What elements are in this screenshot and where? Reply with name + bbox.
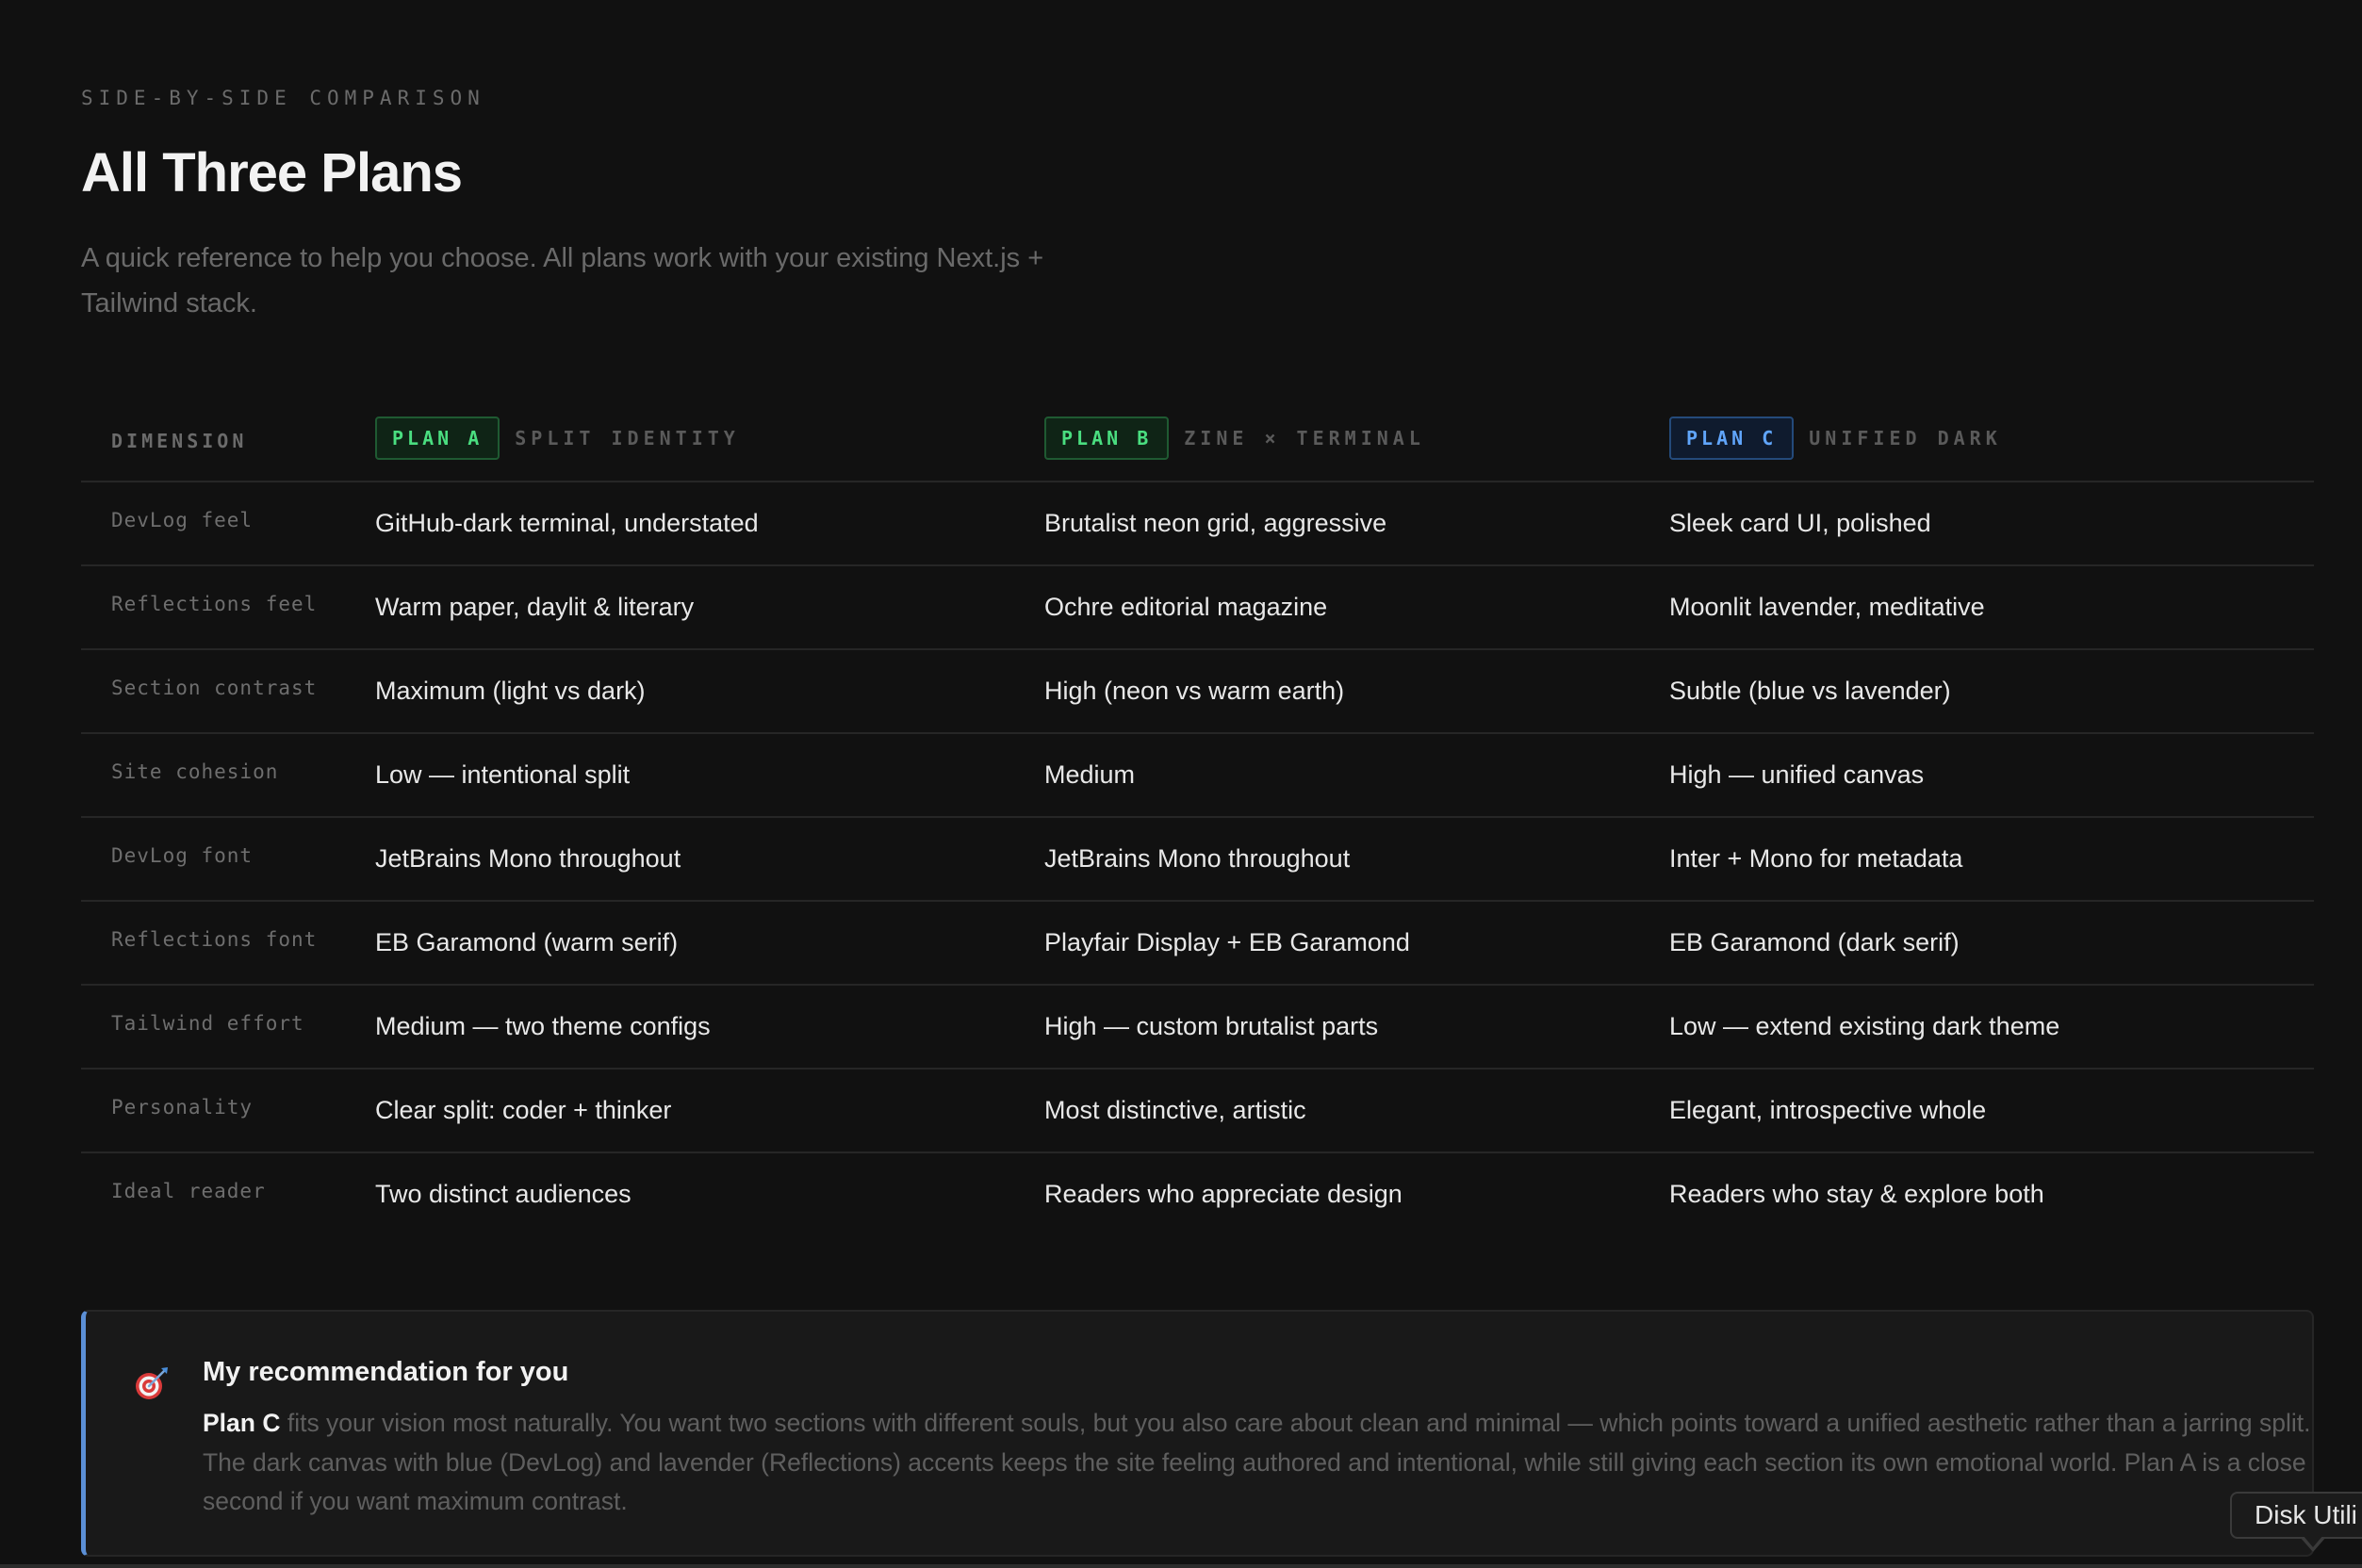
recommendation-title: My recommendation for you (203, 1357, 569, 1387)
plan-a-cell: EB Garamond (warm serif) (375, 928, 679, 956)
row-dimension: Reflections feel (111, 593, 318, 615)
table-row (81, 566, 2314, 650)
table-row (81, 650, 2314, 734)
plan-b-badge: PLAN B (1044, 416, 1169, 460)
recommended-plan: Plan C (203, 1409, 281, 1437)
plan-a-name: SPLIT IDENTITY (515, 427, 740, 449)
table-row (81, 734, 2314, 818)
row-dimension: Section contrast (111, 677, 318, 699)
plan-b-header (1044, 416, 1425, 460)
recommendation-text (203, 1404, 2323, 1522)
plan-a-cell: GitHub-dark terminal, understated (375, 509, 759, 537)
table-row (81, 482, 2314, 566)
plan-a-cell: JetBrains Mono throughout (375, 844, 681, 873)
plan-a-cell: Two distinct audiences (375, 1180, 632, 1208)
plan-b-name: ZINE × TERMINAL (1184, 427, 1425, 449)
row-dimension: Ideal reader (111, 1180, 266, 1202)
plan-c-cell: High — unified canvas (1669, 760, 1925, 789)
row-dimension: Site cohesion (111, 760, 279, 783)
plan-a-header (375, 416, 740, 460)
table-header (81, 403, 2314, 482)
recommendation-body: fits your vision most naturally. You want two sections with different souls, but you also care about clean and minimal — which points toward a unified aesthetic rather than a jarring split. The dark canvas with blue (DevLog) and lavender (Reflections) accents keeps the site feeling authored and intentional, while still giving each section its own emotional world. Plan A is a close second if you want maximum contrast. (203, 1409, 2311, 1515)
tooltip-arrow-fill (2303, 1535, 2323, 1547)
table-row (81, 902, 2314, 986)
table-row (81, 1070, 2314, 1153)
plan-c-badge: PLAN C (1669, 416, 1794, 460)
plan-a-cell: Medium — two theme configs (375, 1012, 711, 1040)
plan-c-cell: Elegant, introspective whole (1669, 1096, 1987, 1124)
plan-b-cell: Medium (1044, 760, 1136, 789)
dock-tooltip: Disk Utili (2230, 1492, 2362, 1539)
plan-c-cell: Sleek card UI, polished (1669, 509, 1931, 537)
plan-b-cell: Ochre editorial magazine (1044, 593, 1328, 621)
plan-b-cell: High — custom brutalist parts (1044, 1012, 1379, 1040)
row-dimension: DevLog font (111, 844, 254, 867)
target-icon (133, 1364, 171, 1402)
plan-b-cell: Brutalist neon grid, aggressive (1044, 509, 1387, 537)
row-dimension: Personality (111, 1096, 254, 1119)
plan-b-cell: Playfair Display + EB Garamond (1044, 928, 1410, 956)
plan-a-cell: Clear split: coder + thinker (375, 1096, 672, 1124)
plan-a-cell: Low — intentional split (375, 760, 631, 789)
plan-c-header (1669, 416, 2002, 460)
plan-c-cell: Readers who stay & explore both (1669, 1180, 2044, 1208)
plan-c-cell: Low — extend existing dark theme (1669, 1012, 2060, 1040)
plan-b-cell: Readers who appreciate design (1044, 1180, 1402, 1208)
row-dimension: Reflections font (111, 928, 318, 951)
page-title: All Three Plans (81, 142, 463, 204)
plan-c-cell: EB Garamond (dark serif) (1669, 928, 1960, 956)
plan-a-cell: Maximum (light vs dark) (375, 677, 646, 705)
plan-b-cell: High (neon vs warm earth) (1044, 677, 1345, 705)
section-eyebrow: SIDE-BY-SIDE COMPARISON (81, 87, 485, 109)
table-row (81, 1153, 2314, 1235)
table-row (81, 818, 2314, 902)
dimension-header: DIMENSION (111, 430, 248, 452)
plan-a-cell: Warm paper, daylit & literary (375, 593, 695, 621)
plan-c-cell: Subtle (blue vs lavender) (1669, 677, 1951, 705)
row-dimension: DevLog feel (111, 509, 254, 531)
table-row (81, 986, 2314, 1070)
plan-c-cell: Moonlit lavender, meditative (1669, 593, 1985, 621)
plan-a-badge: PLAN A (375, 416, 500, 460)
row-dimension: Tailwind effort (111, 1012, 304, 1035)
comparison-table (81, 403, 2314, 1235)
plan-b-cell: Most distinctive, artistic (1044, 1096, 1306, 1124)
recommendation-card (81, 1310, 2314, 1557)
plan-b-cell: JetBrains Mono throughout (1044, 844, 1351, 873)
plan-c-name: UNIFIED DARK (1809, 427, 2002, 449)
page-subtitle: A quick reference to help you choose. All plans work with your existing Next.js + Tailwind stack. (81, 243, 1044, 318)
window-bottom-edge (0, 1564, 2362, 1568)
plan-c-cell: Inter + Mono for metadata (1669, 844, 1963, 873)
